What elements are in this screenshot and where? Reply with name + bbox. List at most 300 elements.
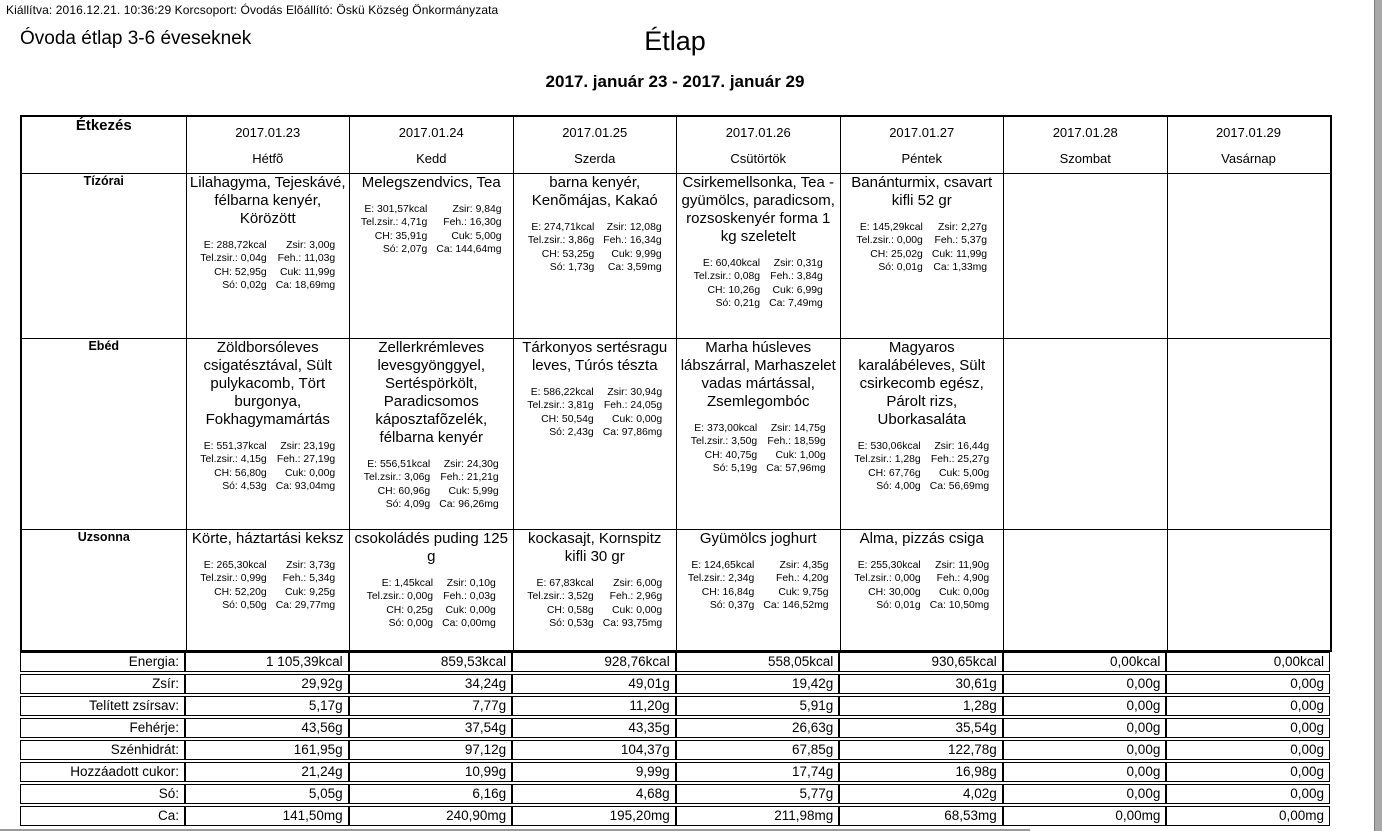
nutrition-line: Só: 0,01g bbox=[876, 600, 921, 611]
nutrition-line: Tel.zsir.: 4,71g bbox=[360, 217, 428, 228]
nutrition-line: Ca: 0,00mg bbox=[442, 618, 496, 629]
summary-value: 0,00g bbox=[1166, 784, 1330, 804]
summary-value: 928,76kcal bbox=[512, 652, 676, 672]
meal-row bbox=[21, 173, 1331, 338]
nutrition-line: Tel.zsir.: 0,00g bbox=[854, 573, 921, 584]
nutrition-line: E: 551,37kcal bbox=[203, 440, 267, 452]
summary-value: 49,01g bbox=[512, 674, 676, 694]
nutrition-line: Só: 0,21g bbox=[715, 298, 761, 309]
nutrition-line: E: 265,30kcal bbox=[203, 559, 267, 571]
summary-value: 0,00kcal bbox=[1003, 652, 1167, 672]
nutrition-line: Ca: 56,69mg bbox=[929, 481, 990, 492]
dish-cell bbox=[186, 173, 350, 338]
summary-value: 37,54g bbox=[349, 718, 513, 738]
summary-value: 0,00kcal bbox=[1166, 652, 1330, 672]
nutrition-line: Tel.zsir.: 3,81g bbox=[527, 400, 594, 411]
dish-name: Magyaros karalábéleves, Sült csirkecomb egész, Párolt rizs, Uborkasaláta bbox=[858, 338, 986, 428]
nutrition-line: Zsir: 3,00g bbox=[286, 239, 336, 251]
nutrition-line: Tel.zsir.: 1,28g bbox=[854, 454, 921, 465]
summary-value: 211,98mg bbox=[676, 806, 840, 826]
summary-value: 30,61g bbox=[839, 674, 1003, 694]
day-date: 2017.01.25 bbox=[562, 125, 628, 140]
nutrition-line: Só: 4,53g bbox=[222, 481, 267, 492]
summary-label: Fehérje: bbox=[20, 718, 185, 738]
nutrition-line: Tel.zsir.: 0,99g bbox=[200, 573, 267, 584]
nutrition-block bbox=[190, 440, 347, 494]
nutrition-line: Cuk: 5,00g bbox=[938, 467, 990, 479]
meal-row bbox=[21, 338, 1331, 529]
summary-value: 195,20mg bbox=[512, 806, 676, 826]
nutrition-line: E: 373,00kcal bbox=[694, 422, 758, 434]
day-header bbox=[513, 116, 677, 173]
day-header bbox=[840, 116, 1004, 173]
summary-value: 68,53mg bbox=[839, 806, 1003, 826]
nutrition-line: Zsir: 12,08g bbox=[606, 221, 662, 233]
nutrition-line: Zsir: 0,31g bbox=[773, 257, 823, 269]
nutrition-line: Tel.zsir.: 0,04g bbox=[200, 253, 267, 264]
nutrition-left-column bbox=[364, 458, 430, 512]
summary-value: 859,53kcal bbox=[349, 652, 513, 672]
nutrition-line: CH: 60,96g bbox=[377, 485, 431, 497]
summary-value: 0,00g bbox=[1166, 674, 1330, 694]
summary-row bbox=[20, 652, 1330, 672]
summary-value: 0,00g bbox=[1003, 696, 1167, 716]
nutrition-line: Zsir: 2,27g bbox=[938, 221, 988, 233]
issued-info-line: Kiállítva: 2016.12.21. 10:36:29 Korcsoport: Óvodás Elõállító: Öskü Község Önkormányzata bbox=[6, 3, 499, 17]
nutrition-left-column bbox=[527, 386, 593, 440]
day-name: Szombat bbox=[1059, 151, 1111, 166]
nutrition-line: CH: 53,25g bbox=[541, 248, 595, 260]
nutrition-block bbox=[844, 440, 1001, 494]
summary-value: 6,16g bbox=[349, 784, 513, 804]
summary-value: 97,12g bbox=[349, 740, 513, 760]
meal-row-label: Uzsonna bbox=[21, 529, 186, 651]
dish-cell bbox=[350, 338, 514, 529]
nutrition-line: Cuk: 9,99g bbox=[611, 248, 662, 260]
summary-value: 0,00g bbox=[1003, 674, 1167, 694]
summary-value: 11,20g bbox=[512, 696, 676, 716]
nutrition-line: Zsir: 11,90g bbox=[935, 559, 990, 571]
dish-cell bbox=[513, 529, 677, 651]
nutrition-line: Cuk: 11,99g bbox=[931, 248, 988, 260]
summary-value: 240,90mg bbox=[349, 806, 513, 826]
summary-row bbox=[20, 762, 1330, 782]
nutrition-block bbox=[844, 221, 1001, 275]
dish-name: kockasajt, Kornspitz kifli 30 gr bbox=[528, 529, 662, 565]
nutrition-line: Ca: 29,77mg bbox=[275, 600, 336, 611]
summary-value: 5,77g bbox=[676, 784, 840, 804]
nutrition-right-column bbox=[603, 386, 663, 440]
summary-value: 0,00g bbox=[1166, 762, 1330, 782]
nutrition-line: Feh.: 27,19g bbox=[276, 454, 336, 465]
day-name: Szerda bbox=[574, 151, 616, 166]
summary-value: 26,63g bbox=[676, 718, 840, 738]
nutrition-line: Só: 2,07g bbox=[382, 244, 428, 255]
nutrition-line: Tel.zsir.: 3,06g bbox=[363, 472, 431, 483]
nutrition-line: E: 145,29kcal bbox=[859, 221, 923, 233]
nutrition-left-column bbox=[200, 239, 266, 293]
dish-cell bbox=[186, 338, 350, 529]
summary-row bbox=[20, 806, 1330, 826]
nutrition-right-column bbox=[276, 239, 336, 293]
dish-name: Banánturmix, csavart kifli 52 gr bbox=[851, 173, 993, 209]
nutrition-left-column bbox=[854, 440, 920, 494]
dish-cell bbox=[840, 338, 1004, 529]
summary-row bbox=[20, 718, 1330, 738]
day-header bbox=[186, 116, 350, 173]
nutrition-block bbox=[844, 559, 1001, 613]
nutrition-line: Só: 0,00g bbox=[388, 618, 434, 629]
nutrition-left-column bbox=[688, 559, 754, 613]
nutrition-line: CH: 52,20g bbox=[214, 586, 267, 598]
nutrition-left-column bbox=[361, 203, 427, 257]
day-header bbox=[1004, 116, 1168, 173]
nutrition-line: Cuk: 11,99g bbox=[279, 266, 336, 278]
nutrition-line: Tel.zsir.: 2,34g bbox=[687, 573, 755, 584]
dish-name: Marha húsleves lábszárral, Marhaszelet vadas mártással, Zsemlegombóc bbox=[680, 338, 836, 410]
nutrition-block bbox=[353, 458, 510, 512]
summary-value: 34,24g bbox=[349, 674, 513, 694]
nutrition-line: Tel.zsir.: 3,86g bbox=[527, 235, 595, 246]
dish-name: barna kenyér, Kenõmájas, Kakaó bbox=[531, 173, 658, 209]
nutrition-line: Tel.zsir.: 3,52g bbox=[527, 591, 594, 602]
nutrition-block bbox=[680, 559, 837, 613]
summary-value: 67,85g bbox=[676, 740, 840, 760]
nutrition-right-column bbox=[603, 577, 663, 631]
meals-corner-header: Étkezés bbox=[21, 116, 186, 173]
dish-name: Alma, pizzás csiga bbox=[859, 529, 984, 547]
summary-label: Zsír: bbox=[20, 674, 185, 694]
menu-table bbox=[20, 115, 1332, 652]
empty-day-cell bbox=[1167, 173, 1331, 338]
nutrition-line: CH: 35,91g bbox=[374, 230, 428, 242]
nutrition-line: E: 288,72kcal bbox=[203, 239, 267, 251]
dish-cell bbox=[513, 338, 677, 529]
nutrition-right-column bbox=[442, 577, 496, 631]
nutrition-line: CH: 50,54g bbox=[541, 413, 594, 425]
summary-value: 7,77g bbox=[349, 696, 513, 716]
nutrition-line: Ca: 96,26mg bbox=[439, 499, 499, 510]
day-header-row bbox=[21, 116, 1331, 173]
nutrition-right-column bbox=[276, 559, 336, 613]
day-name: Hétfõ bbox=[252, 151, 284, 166]
day-date: 2017.01.26 bbox=[725, 125, 791, 140]
nutrition-line: Feh.: 16,34g bbox=[603, 235, 662, 246]
summary-value: 104,37g bbox=[512, 740, 676, 760]
nutrition-line: Só: 0,01g bbox=[878, 262, 923, 273]
dish-cell bbox=[677, 173, 841, 338]
dish-cell bbox=[513, 173, 677, 338]
nutrition-right-column bbox=[766, 422, 826, 476]
nutrition-line: Só: 0,02g bbox=[222, 280, 267, 291]
day-name: Péntek bbox=[901, 151, 942, 166]
dish-name: csokoládés puding 125 g bbox=[354, 529, 508, 565]
summary-label: Telített zsírsav: bbox=[20, 696, 185, 716]
empty-day-cell bbox=[1167, 529, 1331, 651]
meal-row-label: Tízórai bbox=[21, 173, 186, 338]
summary-value: 0,00mg bbox=[1166, 806, 1330, 826]
nutrition-right-column bbox=[930, 440, 990, 494]
nutrition-line: Cuk: 0,00g bbox=[938, 586, 990, 598]
nutrition-line: CH: 30,00g bbox=[868, 586, 921, 598]
summary-value: 141,50mg bbox=[185, 806, 349, 826]
empty-day-cell bbox=[1167, 338, 1331, 529]
day-date: 2017.01.23 bbox=[235, 125, 301, 140]
summary-value: 10,99g bbox=[349, 762, 513, 782]
summary-value: 0,00g bbox=[1003, 762, 1167, 782]
nutrition-line: Feh.: 21,21g bbox=[440, 472, 499, 483]
dish-cell bbox=[350, 529, 514, 651]
empty-day-cell bbox=[1004, 529, 1168, 651]
nutrition-line: Zsir: 9,84g bbox=[452, 203, 502, 215]
nutrition-line: Tel.zsir.: 0,08g bbox=[693, 271, 761, 282]
nutrition-line: Zsir: 30,94g bbox=[607, 386, 663, 398]
nutrition-line: Cuk: 1,00g bbox=[775, 449, 826, 461]
nutrition-line: Feh.: 3,84g bbox=[770, 271, 823, 282]
nutrition-right-column bbox=[769, 257, 823, 311]
dish-cell bbox=[840, 173, 1004, 338]
nutrition-line: Feh.: 4,90g bbox=[936, 573, 990, 584]
dish-name: Melegszendvics, Tea bbox=[361, 173, 501, 191]
summary-label: Só: bbox=[20, 784, 185, 804]
summary-value: 0,00mg bbox=[1003, 806, 1167, 826]
summary-value: 21,24g bbox=[185, 762, 349, 782]
day-header bbox=[1167, 116, 1331, 173]
nutrition-right-column bbox=[932, 221, 987, 275]
nutrition-line: Só: 4,00g bbox=[876, 481, 921, 492]
nutrition-right-column bbox=[930, 559, 990, 613]
summary-value: 5,17g bbox=[185, 696, 349, 716]
empty-day-cell bbox=[1004, 173, 1168, 338]
dish-name: Zellerkrémleves levesgyönggyel, Sertéspörkölt, Paradicsomos káposztafõzelék, félbarna kenyér bbox=[375, 338, 488, 446]
summary-value: 0,00g bbox=[1003, 784, 1167, 804]
nutrition-line: Ca: 10,50mg bbox=[929, 600, 990, 611]
dish-name: Csirkemellsonka, Tea - gyümölcs, paradicsom, rozsoskenyér forma 1 kg szeletelt bbox=[681, 173, 835, 245]
nutrition-line: Tel.zsir.: 0,00g bbox=[856, 235, 923, 246]
nutrition-left-column bbox=[367, 577, 433, 631]
nutrition-line: E: 586,22kcal bbox=[530, 386, 594, 398]
nutrition-line: Feh.: 11,03g bbox=[277, 253, 336, 264]
nutrition-line: Tel.zsir.: 4,15g bbox=[200, 454, 267, 465]
nutrition-line: Cuk: 5,99g bbox=[448, 485, 499, 497]
nutrition-line: Tel.zsir.: 3,50g bbox=[690, 436, 758, 447]
summary-value: 17,74g bbox=[676, 762, 840, 782]
nutrition-block bbox=[680, 422, 837, 476]
nutrition-line: Ca: 3,59mg bbox=[607, 262, 662, 273]
nutrition-line: CH: 0,58g bbox=[546, 604, 594, 616]
summary-value: 29,92g bbox=[185, 674, 349, 694]
week-date-range: 2017. január 23 - 2017. január 29 bbox=[545, 72, 805, 91]
nutrition-line: Feh.: 16,30g bbox=[443, 217, 502, 228]
dish-name: Zöldborsóleves csigatésztával, Sült pulykacomb, Tört burgonya, Fokhagymamártás bbox=[203, 338, 332, 428]
nutrition-line: Feh.: 4,20g bbox=[776, 573, 829, 584]
summary-value: 558,05kcal bbox=[676, 652, 840, 672]
nutrition-line: Ca: 146,52mg bbox=[763, 600, 829, 611]
nutrition-line: Zsir: 14,75g bbox=[770, 422, 826, 434]
summary-row bbox=[20, 784, 1330, 804]
summary-value: 16,98g bbox=[839, 762, 1003, 782]
nutrition-left-column bbox=[527, 577, 593, 631]
nutrition-line: E: 274,71kcal bbox=[531, 221, 595, 233]
nutrition-line: CH: 0,25g bbox=[386, 604, 434, 616]
summary-label: Energia: bbox=[20, 652, 185, 672]
nutrition-line: Feh.: 2,96g bbox=[609, 591, 663, 602]
nutrition-line: Só: 0,53g bbox=[549, 618, 594, 629]
nutrition-line: Feh.: 5,34g bbox=[282, 573, 336, 584]
nutrition-summary-table bbox=[20, 650, 1330, 828]
nutrition-line: Ca: 57,96mg bbox=[766, 463, 826, 474]
nutrition-line: CH: 52,95g bbox=[214, 266, 267, 278]
nutrition-line: Tel.zsir.: 0,00g bbox=[366, 591, 434, 602]
nutrition-line: Ca: 1,33mg bbox=[933, 262, 988, 273]
nutrition-line: Zsir: 6,00g bbox=[613, 577, 663, 589]
nutrition-line: CH: 25,02g bbox=[870, 248, 923, 260]
nutrition-line: E: 255,30kcal bbox=[857, 559, 921, 571]
summary-value: 0,00g bbox=[1166, 696, 1330, 716]
nutrition-line: Ca: 7,49mg bbox=[769, 298, 823, 309]
nutrition-line: CH: 10,26g bbox=[707, 284, 761, 296]
summary-row bbox=[20, 696, 1330, 716]
summary-value: 19,42g bbox=[676, 674, 840, 694]
day-header bbox=[350, 116, 514, 173]
dish-cell bbox=[677, 338, 841, 529]
nutrition-left-column bbox=[856, 221, 922, 275]
meal-row bbox=[21, 529, 1331, 651]
summary-value: 930,65kcal bbox=[839, 652, 1003, 672]
nutrition-line: Cuk: 9,75g bbox=[778, 586, 829, 598]
nutrition-line: Só: 2,43g bbox=[549, 427, 594, 438]
nutrition-block bbox=[353, 577, 510, 631]
nutrition-line: CH: 16,84g bbox=[701, 586, 755, 598]
nutrition-block bbox=[517, 221, 674, 275]
nutrition-line: Cuk: 0,00g bbox=[445, 604, 496, 616]
summary-value: 35,54g bbox=[839, 718, 1003, 738]
summary-value: 0,00g bbox=[1003, 718, 1167, 738]
dish-cell bbox=[840, 529, 1004, 651]
meal-row-label: Ebéd bbox=[21, 338, 186, 529]
nutrition-line: Ca: 93,04mg bbox=[275, 481, 336, 492]
nutrition-left-column bbox=[691, 422, 757, 476]
summary-row bbox=[20, 674, 1330, 694]
summary-value: 9,99g bbox=[512, 762, 676, 782]
summary-value: 1,28g bbox=[839, 696, 1003, 716]
summary-value: 0,00g bbox=[1003, 740, 1167, 760]
nutrition-line: Zsir: 0,10g bbox=[446, 577, 496, 589]
dish-cell bbox=[350, 173, 514, 338]
day-name: Csütörtök bbox=[730, 151, 787, 166]
nutrition-right-column bbox=[276, 440, 336, 494]
summary-value: 4,02g bbox=[839, 784, 1003, 804]
summary-row bbox=[20, 740, 1330, 760]
day-date: 2017.01.24 bbox=[398, 125, 464, 140]
nutrition-block bbox=[517, 577, 674, 631]
nutrition-line: CH: 56,80g bbox=[214, 467, 267, 479]
day-header bbox=[677, 116, 841, 173]
nutrition-block bbox=[190, 559, 347, 613]
nutrition-line: Feh.: 5,37g bbox=[934, 235, 988, 246]
nutrition-line: E: 301,57kcal bbox=[364, 203, 428, 215]
dish-name: Gyümölcs joghurt bbox=[699, 529, 817, 547]
nutrition-line: Zsir: 16,44g bbox=[934, 440, 990, 452]
day-name: Kedd bbox=[416, 151, 447, 166]
nutrition-line: Cuk: 0,00g bbox=[611, 604, 663, 616]
nutrition-left-column bbox=[200, 559, 266, 613]
summary-value: 0,00g bbox=[1166, 740, 1330, 760]
page-title: Étlap bbox=[644, 26, 706, 56]
summary-value: 43,56g bbox=[185, 718, 349, 738]
nutrition-left-column bbox=[200, 440, 266, 494]
summary-value: 0,00g bbox=[1166, 718, 1330, 738]
nutrition-left-column bbox=[528, 221, 594, 275]
summary-label: Szénhidrát: bbox=[20, 740, 185, 760]
nutrition-line: E: 60,40kcal bbox=[702, 257, 761, 269]
nutrition-line: E: 556,51kcal bbox=[367, 458, 431, 470]
nutrition-right-column bbox=[603, 221, 661, 275]
day-name: Vasárnap bbox=[1221, 151, 1276, 166]
nutrition-left-column bbox=[854, 559, 920, 613]
empty-day-cell bbox=[1004, 338, 1168, 529]
nutrition-line: Feh.: 18,59g bbox=[767, 436, 826, 447]
nutrition-line: Zsir: 3,73g bbox=[286, 559, 336, 571]
dish-cell bbox=[186, 529, 350, 651]
menu-audience-title: Óvoda étlap 3-6 éveseknek bbox=[20, 28, 252, 49]
nutrition-line: E: 67,83kcal bbox=[536, 577, 594, 589]
nutrition-line: Só: 1,73g bbox=[549, 262, 595, 273]
nutrition-left-column bbox=[694, 257, 760, 311]
summary-value: 1 105,39kcal bbox=[185, 652, 349, 672]
nutrition-line: Cuk: 0,00g bbox=[611, 413, 663, 425]
summary-value: 43,35g bbox=[512, 718, 676, 738]
vertical-scrollbar[interactable] bbox=[1374, 0, 1382, 831]
nutrition-line: Ca: 144,64mg bbox=[436, 244, 502, 255]
dish-cell bbox=[677, 529, 841, 651]
summary-label: Ca: bbox=[20, 806, 185, 826]
nutrition-line: CH: 67,76g bbox=[868, 467, 921, 479]
summary-value: 161,95g bbox=[185, 740, 349, 760]
nutrition-line: Cuk: 6,99g bbox=[772, 284, 823, 296]
nutrition-block bbox=[680, 257, 837, 311]
nutrition-line: Ca: 18,69mg bbox=[275, 280, 336, 291]
dish-name: Körte, háztartási keksz bbox=[191, 529, 344, 547]
nutrition-line: Só: 0,50g bbox=[222, 600, 267, 611]
summary-label: Hozzáadott cukor: bbox=[20, 762, 185, 782]
nutrition-line: Ca: 93,75mg bbox=[602, 618, 663, 629]
nutrition-line: Feh.: 0,03g bbox=[443, 591, 496, 602]
nutrition-right-column bbox=[763, 559, 828, 613]
nutrition-block bbox=[190, 239, 347, 293]
day-date: 2017.01.28 bbox=[1052, 125, 1118, 140]
summary-value: 5,05g bbox=[185, 784, 349, 804]
summary-value: 5,91g bbox=[676, 696, 840, 716]
nutrition-line: Zsir: 23,19g bbox=[280, 440, 336, 452]
nutrition-line: Zsir: 24,30g bbox=[443, 458, 499, 470]
nutrition-block bbox=[353, 203, 510, 257]
nutrition-right-column bbox=[439, 458, 499, 512]
nutrition-line: Ca: 97,86mg bbox=[602, 427, 663, 438]
nutrition-right-column bbox=[436, 203, 501, 257]
nutrition-line: E: 1,45kcal bbox=[381, 577, 434, 589]
nutrition-line: E: 124,65kcal bbox=[691, 559, 755, 571]
dish-name: Tárkonyos sertésragu leves, Túrós tészta bbox=[522, 338, 668, 374]
nutrition-line: Cuk: 5,00g bbox=[451, 230, 502, 242]
day-date: 2017.01.27 bbox=[889, 125, 955, 140]
nutrition-block bbox=[517, 386, 674, 440]
summary-value: 4,68g bbox=[512, 784, 676, 804]
nutrition-line: Cuk: 0,00g bbox=[284, 467, 336, 479]
summary-value: 122,78g bbox=[839, 740, 1003, 760]
nutrition-line: Só: 0,37g bbox=[709, 600, 755, 611]
nutrition-line: Zsir: 4,35g bbox=[779, 559, 829, 571]
